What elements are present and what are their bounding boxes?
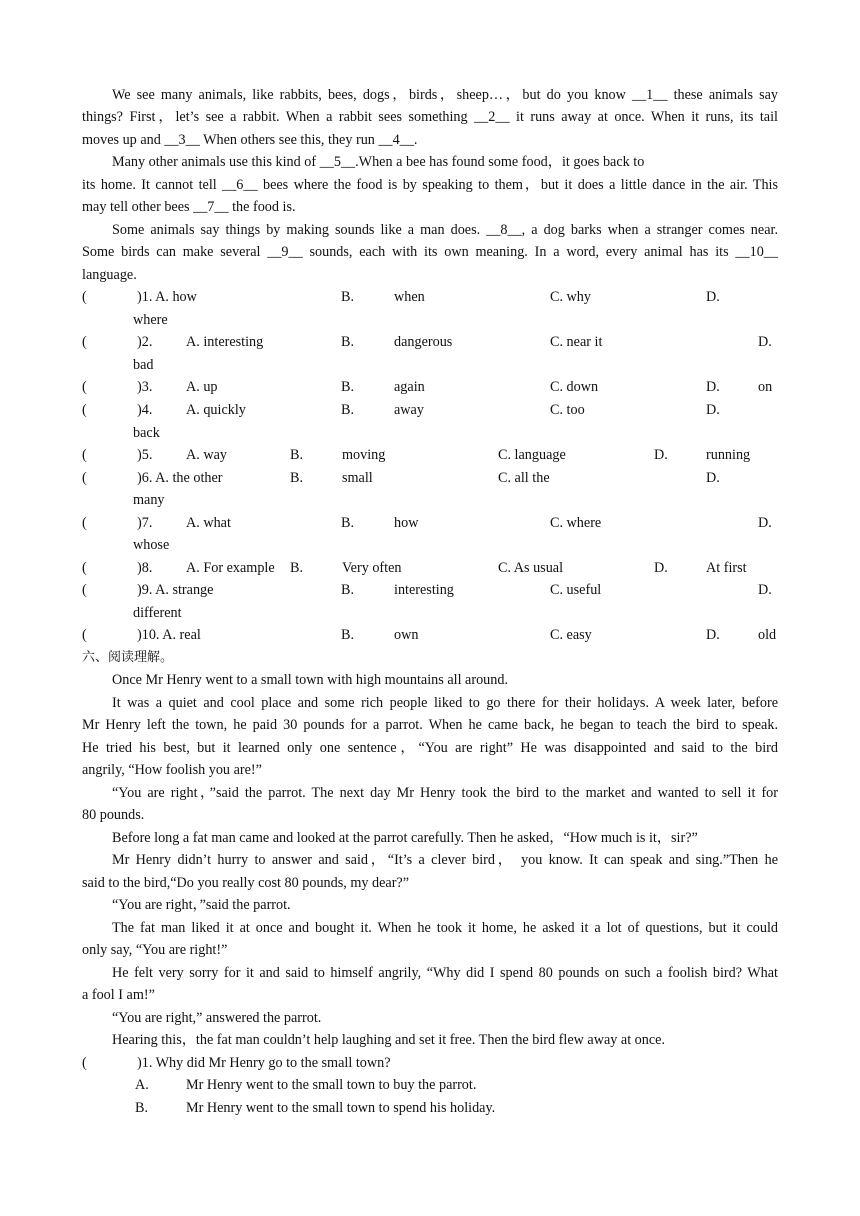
cloze-line: language.: [82, 267, 137, 283]
option-b-label: B.: [341, 627, 355, 643]
question-number: )4.: [137, 402, 153, 418]
passage-line: Once Mr Henry went to a small town with high mountains all around.: [112, 672, 508, 688]
answer-paren[interactable]: (: [82, 334, 87, 350]
option-a: A. up: [186, 379, 218, 395]
option-a: A. quickly: [186, 402, 246, 418]
option-d-label: D.: [758, 334, 772, 350]
option-d: whose: [133, 537, 170, 553]
answer-paren[interactable]: (: [82, 379, 87, 395]
option-c: C. all the: [498, 470, 550, 486]
question-number: )1. A. how: [137, 289, 197, 305]
option-b-label: B.: [290, 447, 304, 463]
option-a-label: A.: [135, 1077, 149, 1093]
passage-line: “You are right,” answered the parrot.: [112, 1010, 322, 1026]
section-heading: 六、阅读理解。: [82, 650, 174, 665]
option-d: At first: [706, 560, 747, 576]
passage-line: The fat man liked it at once and bought it. When he took it home, he asked it a lot of questions, but it could: [112, 920, 778, 936]
answer-paren[interactable]: (: [82, 470, 87, 486]
answer-paren[interactable]: (: [82, 515, 87, 531]
option-a: Mr Henry went to the small town to buy the parrot.: [186, 1077, 477, 1093]
answer-paren[interactable]: (: [82, 560, 87, 576]
question-number: )9. A. strange: [137, 582, 214, 598]
option-a: A. what: [186, 515, 231, 531]
option-d: many: [133, 492, 165, 508]
passage-line: said to the bird,“Do you really cost 80 pounds, my dear?”: [82, 875, 410, 891]
option-b-label: B.: [341, 289, 355, 305]
option-a: A. interesting: [186, 334, 264, 350]
option-d-label: D.: [758, 515, 772, 531]
answer-paren[interactable]: (: [82, 1055, 87, 1071]
option-c: C. down: [550, 379, 599, 395]
option-d-label: D.: [706, 402, 720, 418]
option-d: running: [706, 447, 751, 463]
option-d-label: D.: [654, 560, 668, 576]
option-c: C. near it: [550, 334, 603, 350]
question-number: )3.: [137, 379, 153, 395]
cloze-line: Some birds can make several __9__ sounds, each with its own meaning. In a word, every animal has its __10__: [82, 244, 778, 260]
question-number: )5.: [137, 447, 153, 463]
passage-line: Before long a fat man came and looked at the parrot carefully. Then he asked，“How much is it，sir?”: [112, 830, 698, 846]
option-c: C. where: [550, 515, 602, 531]
option-c: C. language: [498, 447, 566, 463]
option-a: A. For example: [186, 560, 275, 576]
passage-line: He felt very sorry for it and said to himself angrily, “Why did I spend 80 pounds on such a foolish bird? What: [112, 965, 778, 981]
option-c: C. why: [550, 289, 591, 305]
passage-line: It was a quiet and cool place and some rich people liked to go there for their holidays. A week later, before: [112, 695, 778, 711]
question-text: )1. Why did Mr Henry go to the small town?: [137, 1055, 391, 1071]
option-b: again: [394, 379, 425, 395]
option-d: on: [758, 379, 773, 395]
cloze-line: Some animals say things by making sounds like a man does. __8__, a dog barks when a stranger comes near.: [112, 222, 778, 238]
option-c: C. too: [550, 402, 585, 418]
answer-paren[interactable]: (: [82, 582, 87, 598]
option-b: interesting: [394, 582, 454, 598]
option-d: back: [133, 425, 160, 441]
option-d: old: [758, 627, 777, 643]
option-c: C. As usual: [498, 560, 564, 576]
passage-line: a fool I am!”: [82, 987, 155, 1003]
passage-line: He tried his best, but it learned only one sentence，“You are right” He was disappointed and said to the bird: [82, 740, 778, 756]
option-d-label: D.: [706, 627, 720, 643]
option-b-label: B.: [290, 470, 304, 486]
option-d-label: D.: [706, 379, 720, 395]
option-b: small: [342, 470, 373, 486]
option-d: different: [133, 605, 182, 621]
passage-line: “You are right，”said the parrot.: [112, 897, 291, 913]
question-number: )7.: [137, 515, 153, 531]
question-number: )2.: [137, 334, 153, 350]
passage-line: Hearing this，the fat man couldn’t help laughing and set it free. Then the bird flew away at once.: [112, 1032, 666, 1048]
option-b: Mr Henry went to the small town to spend his holiday.: [186, 1100, 496, 1116]
option-b-label: B.: [290, 560, 304, 576]
option-b: when: [394, 289, 425, 305]
answer-paren[interactable]: (: [82, 447, 87, 463]
option-d-label: D.: [706, 289, 720, 305]
option-b-label: B.: [341, 379, 355, 395]
cloze-line: things? First，let’s see a rabbit. When a rabbit sees something __2__ it runs away at once. When it runs, its tail: [82, 109, 778, 125]
answer-paren[interactable]: (: [82, 627, 87, 643]
passage-line: 80 pounds.: [82, 807, 145, 823]
passage-line: Mr Henry left the town, he paid 30 pounds for a parrot. When he came back, he began to teach the bird to speak.: [82, 717, 778, 733]
option-b: dangerous: [394, 334, 453, 350]
cloze-line: We see many animals, like rabbits, bees, dogs，birds，sheep…，but do you know __1__ these animals say: [112, 87, 778, 103]
question-number: )6. A. the other: [137, 470, 223, 486]
option-b-label: B.: [341, 515, 355, 531]
question-number: )8.: [137, 560, 153, 576]
option-b: how: [394, 515, 419, 531]
option-b-label: B.: [341, 582, 355, 598]
passage-line: only say, “You are right!”: [82, 942, 228, 958]
cloze-line: may tell other bees __7__ the food is.: [82, 199, 296, 215]
passage-line: angrily, “How foolish you are!”: [82, 762, 262, 778]
cloze-line: moves up and __3__ When others see this, they run __4__.: [82, 132, 418, 148]
option-b: away: [394, 402, 424, 418]
option-c: C. easy: [550, 627, 592, 643]
option-a: A. way: [186, 447, 227, 463]
cloze-line: its home. It cannot tell __6__ bees where the food is by speaking to them，but it does a little dance in the air. This: [82, 177, 778, 193]
answer-paren[interactable]: (: [82, 402, 87, 418]
option-d: where: [133, 312, 168, 328]
option-b: own: [394, 627, 419, 643]
option-b-label: B.: [135, 1100, 149, 1116]
option-b-label: B.: [341, 334, 355, 350]
option-c: C. useful: [550, 582, 602, 598]
cloze-line: Many other animals use this kind of __5__.When a bee has found some food，it goes back to: [112, 154, 645, 170]
option-b: moving: [342, 447, 386, 463]
question-number: )10. A. real: [137, 627, 201, 643]
passage-line: “You are right，”said the parrot. The next day Mr Henry took the bird to the market and wanted to sell it for: [112, 785, 778, 801]
option-d-label: D.: [654, 447, 668, 463]
option-b: Very often: [342, 560, 402, 576]
answer-paren[interactable]: (: [82, 289, 87, 305]
passage-line: Mr Henry didn’t hurry to answer and said，“It’s a clever bird， you know. It can speak and sing.”Then he: [112, 852, 778, 868]
option-d: bad: [133, 357, 154, 373]
option-d-label: D.: [758, 582, 772, 598]
option-d-label: D.: [706, 470, 720, 486]
option-b-label: B.: [341, 402, 355, 418]
